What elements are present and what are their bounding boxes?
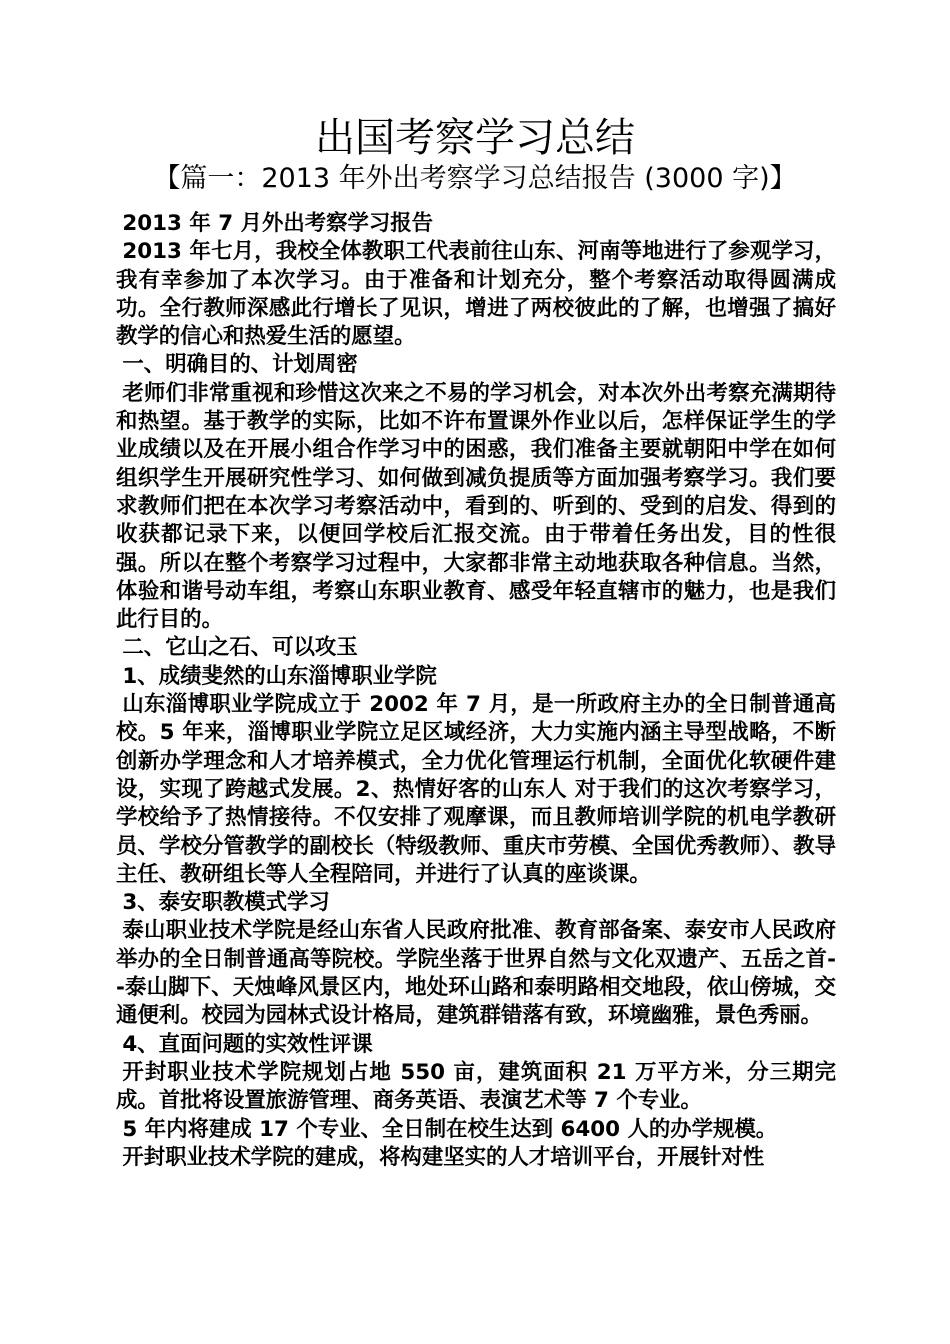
paragraph: 开封职业技术学院的建成，将构建坚实的人才培训平台，开展针对性 <box>122 1144 765 1170</box>
document-body <box>116 210 836 1172</box>
document-title: 出国考察学习总结 <box>315 115 635 161</box>
paragraph: 5 年内将建成 17 个专业、全日制在校生达到 6400 人的办学规模。 <box>122 1116 778 1142</box>
section-heading: 2013 年 7 月外出考察学习报告 <box>122 211 434 236</box>
paragraph: 泰山职业技术学院是经山东省人民政府批准、教育部备案、泰安市人民政府举办的全日制普通高等院校。学院坐落于世界自然与文化双遗产、五岳之首--泰山脚下、天烛峰风景区内，地处环山路和泰明路相交地段，依山傍城，交通便利。校园为园林式设计格局，建筑群错落有致，环境幽雅，景色秀丽。 <box>116 918 836 1029</box>
paragraph: 开封职业技术学院规划占地 550 亩，建筑面积 21 万平方米，分三期完成。首批将设置旅游管理、商务英语、表演艺术等 7 个专业。 <box>116 1059 836 1114</box>
paragraph: 2013 年七月，我校全体教职工代表前往山东、河南等地进行了参观学习，我有幸参加了本次学习。由于准备和计划充分，整个考察活动取得圆满成功。全行教师深感此行增长了见识，增进了两校彼此的了解，也增强了搞好教学的信心和热爱生活的愿望。 <box>116 239 836 350</box>
document-subtitle: 【篇一：2013 年外出考察学习总结报告 (3000 字)】 <box>153 163 797 194</box>
section-heading: 4、直面问题的实效性评课 <box>122 1031 373 1057</box>
paragraph: 老师们非常重视和珍惜这次来之不易的学习机会，对本次外出考察充满期待和热望。基于教学的实际，比如不许布置课外作业以后，怎样保证学生的学业成绩以及在开展小组合作学习中的困惑，我们准备主要就朝阳中学在如何组织学生开展研究性学习、如何做到减负提质等方面加强考察学习。我们要求教师们把在本次学习考察活动中，看到的、听到的、受到的启发、得到的收获都记录下来，以便回学校后汇报交流。由于带着任务出发，目的性很强。所以在整个考察学习过程中，大家都非常主动地获取各种信息。当然，体验和谐号动车组，考察山东职业教育、感受年轻直辖市的魅力，也是我们此行目的。 <box>116 380 836 633</box>
section-heading: 一、明确目的、计划周密 <box>122 352 358 378</box>
paragraph: 山东淄博职业学院成立于 2002 年 7 月，是一所政府主办的全日制普通高校。5 年来，淄博职业学院立足区域经济，大力实施内涵主导型战略，不断创新办学理念和人才培养模式，全力优化管理运行机制，全面优化软硬件建设，实现了跨越式发展。2、热情好客的山东人 对于我们的这次考察学习，学校给予了热情接待。不仅安排了观摩课，而且教师培训学院的机电学教研员、学校分管教学的副校长（特级教师、重庆市劳模、全国优秀教师）、教导主任、教研组长等人全程陪同，并进行了认真的座谈课。 <box>116 692 836 887</box>
section-heading: 二、它山之石、可以攻玉 <box>122 635 358 661</box>
section-heading: 3、泰安职教模式学习 <box>122 890 330 916</box>
section-heading: 1、成绩斐然的山东淄博职业学院 <box>122 663 437 689</box>
